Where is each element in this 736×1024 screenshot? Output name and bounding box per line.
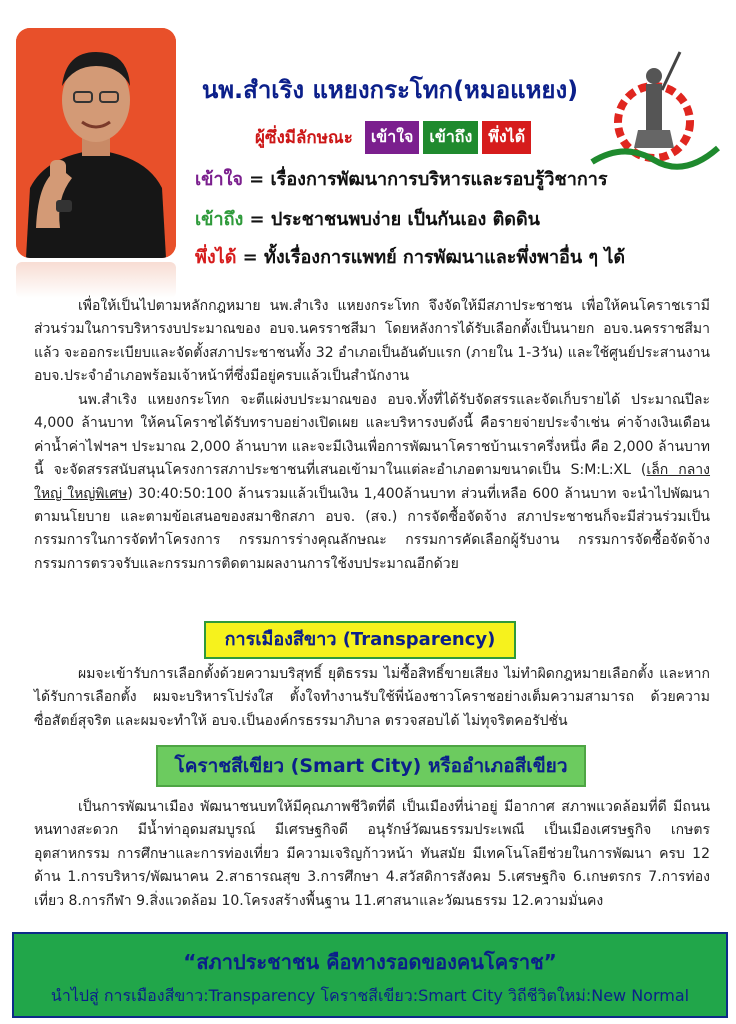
paragraph-people-council [34,295,710,389]
traits-row [255,120,531,154]
paragraph-transparency [34,663,710,733]
definition-understand [195,164,608,193]
transparency-banner: การเมืองสีขาว (Transparency) [204,621,516,659]
statue-logo-icon [584,30,724,180]
definition-key: พึ่งได้ [195,247,237,268]
definition-key: เข้าถึง [195,209,244,230]
paragraph-smart-city [34,796,710,913]
footer-box [12,932,728,1018]
rak-korat-logo [584,30,724,180]
candidate-photo [16,28,176,258]
footer-quote: “สภาประชาชน คือทางรอดของคนโคราช” [183,950,557,974]
traits-lead: ผู้ซึ่งมีลักษณะ [255,127,353,148]
paragraph-text: ผมจะเข้ารับการเลือกตั้งด้วยความบริสุทธิ์ ยุติธรรม ไม่ซื้อสิทธิ์ขายเสียง ไม่ทำผิดกฎหมายเลือกตั้ง และหากได้รับการเลือกตั้ง ผมจะบริหารโปร่งใส ตั้งใจทำงานรับใช้พี่น้องชาวโคราชอย่างเต็มความสามารถ ด้วยความซื่อสัตย์สุจริต และผมจะทำให้ อบจ.เป็นองค์กรธรรมาภิบาล ตรวจสอบได้ ไม่ทุจริตคอรัปชั่น [34,666,710,729]
definition-text: = เรื่องการพัฒนาการบริหารและรอบรู้วิชาการ [242,169,608,190]
definition-text: = ประชาชนพบง่าย เป็นกันเอง ติดดิน [243,209,540,230]
definition-accessible [195,204,540,233]
paragraph-text: เป็นการพัฒนาเมือง พัฒนาชนบทให้มีคุณภาพชีวิตที่ดี เป็นเมืองที่น่าอยู่ มีอากาศ สภาพแวดล้อมที่ดี มีถนนหนทางสะดวก มีน้ำท่าอุดมสมบูรณ์ มีเศรษฐกิจดี อนุรักษ์วัฒนธรรมประเพณี เป็นเมืองเศรษฐกิจ เกษตรอุตสาหกรรม การศึกษาและการท่องเที่ยว มีความเจริญก้าวหน้า ทันสมัย มีเทคโนโลยีช่วยในการพัฒนา ครบ 12 ด้าน 1.การบริหาร/พัฒนาคน 2.สาธารณสุข 3.การศึกษา 4.สวัสดิการสังคม 5.เศรษฐกิจ 6.เกษตรกร 7.การท่องเที่ยว 8.การกีฬา 9.สิ่งแวดล้อม 10.โครงสร้างพื้นฐาน 11.ศาสนาและวัฒนธรรม 12.ความมั่นคง [34,799,710,909]
definition-reliable [195,242,625,271]
candidate-name: นพ.สำเริง แหยงกระโทก(หมอแหยง) [201,76,579,104]
smart-city-banner: โคราชสีเขียว (Smart City) หรืออำเภอสีเขียว [156,745,586,787]
paragraph-budget [34,389,710,576]
paragraph-text-part: นพ.สำเริง แหยงกระโทก จะตีแผ่งบประมาณของ อบจ.ทั้งที่ได้รับจัดสรรและจัดเก็บรายได้ ประมาณปีละ 4,000 ล้านบาท ให้คนโคราชได้รับทราบอย่างเปิดเผย และบริหารงบดังนี้ คือรายจ่ายประจำเช่น ค่าจ้างเงินเดือน ค่าน้ำค่าไฟฯลฯ ประมาณ 2,000 ล้านบาท และจะมีเงินเพื่อการพัฒนาโคราชบ้านเราครึ่งหนึ่ง คือ 2,000 ล้านบาท นี้ จะจัดสรรสนับสนุนโครงการสภาประชาชนที่เสนอเข้ามาในแต่ละอำเภอตามขนาดเป็น S:M:L:XL ( [34,392,710,479]
candidate-portrait-icon [16,28,176,258]
size-labels-underlined: เล็ก กลาง ใหญ่ ใหญ่พิเศษ [34,462,711,502]
trait-accessible-chip: เข้าถึง [423,121,478,154]
definition-key: เข้าใจ [195,169,243,190]
paragraph-text: เพื่อให้เป็นไปตามหลักกฎหมาย นพ.สำเริง แหยงกระโทก จึงจัดให้มีสภาประชาชน เพื่อให้คนโคราชเรามีส่วนร่วมในการบริหารงบประมาณของ อบจ.นครราชสีมา โดยหลังการได้รับเลือกตั้งเป็นนายก อบจ.นครราชสีมาแล้ว จะออกระเบียบและจัดตั้งสภาประชาชนทั้ง 32 อำเภอเป็นอันดับแรก (ภายใน 1-3วัน) และใช้ศูนย์ประสานงาน อบจ.ประจำอำเภอพร้อมเจ้าหน้าที่ซึ่งมีอยู่ครบแล้วเป็นสำนักงาน [34,298,710,385]
photo-reflection [16,262,176,298]
definition-text: = ทั้งเรื่องการแพทย์ การพัฒนาและพึ่งพาอื่น ๆ ได้ [236,247,626,268]
trait-understand-chip: เข้าใจ [365,121,420,154]
paragraph-text [34,389,710,576]
paragraph-text-part: ) 30:40:50:100 ล้านรวมแล้วเป็นเงิน 1,400ล้านบาท ส่วนที่เหลือ 600 ล้านบาท จะนำไปพัฒนาตามนโยบาย และตามข้อเสนอของสมาชิกสภา อบจ. (สจ.) การจัดซื้อจัดจ้าง สภาประชาชนก็จะมีส่วนร่วมเป็นกรรมการในการจัดทำโครงการ กรรมการร่างคุณลักษณะ กรรมการคัดเลือกผู้รับงาน กรรมการจัดซื้อจัดจ้าง กรรมการตรวจรับและกรรมการติดตามผลงานการใช้งบประมาณอีกด้วย [34,485,710,572]
footer-tagline: นำไปสู่ การเมืองสีขาว:Transparency โคราชสีเขียว:Smart City วิถีชีวิตใหม่:New Normal [50,986,690,1005]
trait-reliable-chip: พึ่งได้ [482,121,531,154]
